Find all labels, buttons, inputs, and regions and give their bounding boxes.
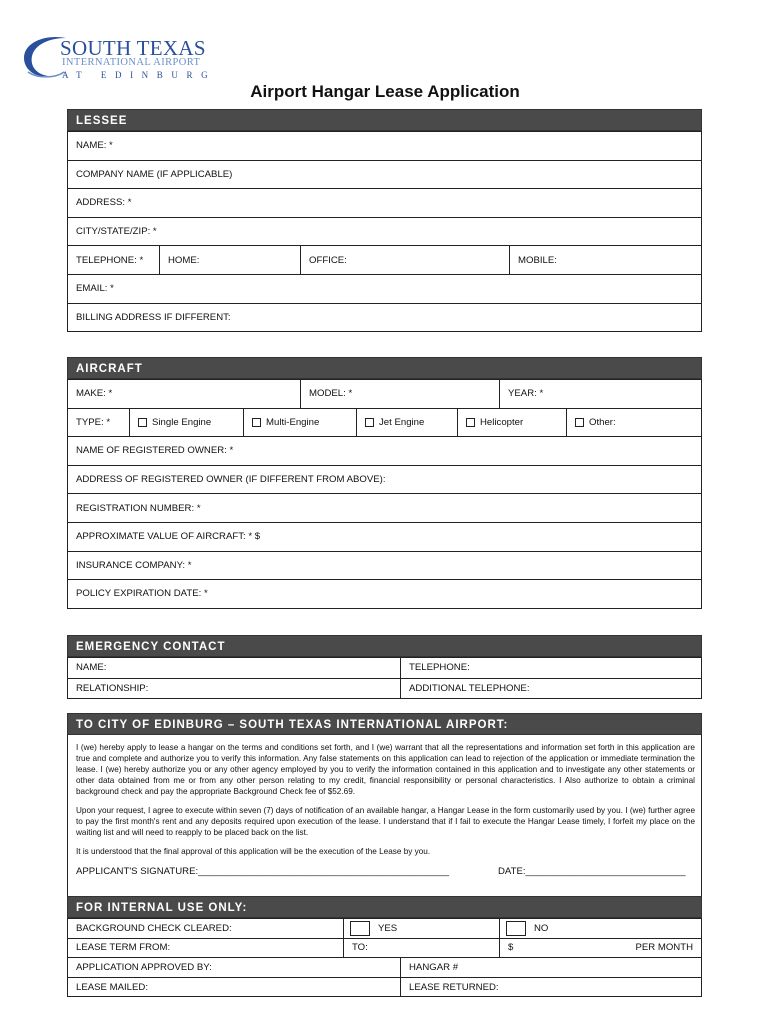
yes-option[interactable] xyxy=(344,919,500,938)
aircraft-header: AIRCRAFT xyxy=(67,357,702,379)
airport-logo xyxy=(18,32,218,82)
billing-row[interactable] xyxy=(68,304,701,333)
dollar-sign: $ xyxy=(508,942,514,954)
citystatezip-row[interactable] xyxy=(68,218,701,247)
signature-row xyxy=(76,866,686,877)
background-check-label: BACKGROUND CHECK CLEARED: xyxy=(68,919,344,938)
email-row[interactable] xyxy=(68,275,701,304)
value-field[interactable]: APPROXIMATE VALUE OF AIRCRAFT: * $ xyxy=(76,531,261,543)
lease-term-row xyxy=(68,939,701,959)
lessee-section xyxy=(67,109,702,332)
jet-engine-checkbox[interactable] xyxy=(365,418,374,427)
lease-mailed-field[interactable]: LEASE MAILED: xyxy=(68,978,401,997)
aircraft-section xyxy=(67,357,702,609)
no-option[interactable] xyxy=(500,919,701,938)
multi-engine-checkbox[interactable] xyxy=(252,418,261,427)
yes-checkbox[interactable] xyxy=(350,921,370,936)
yes-label: YES xyxy=(378,922,398,934)
page-title: Airport Hangar Lease Application xyxy=(250,82,520,101)
monthly-rent-field[interactable] xyxy=(500,939,701,958)
logo-main-text: SOUTH TEXAS xyxy=(60,36,206,60)
lease-term-from-field[interactable]: LEASE TERM FROM: xyxy=(68,939,344,958)
citystatezip-field[interactable]: CITY/STATE/ZIP: * xyxy=(76,226,157,238)
jet-engine-option[interactable] xyxy=(357,409,458,437)
owner-row[interactable] xyxy=(68,437,701,466)
city-section xyxy=(67,713,702,898)
lessee-name-field[interactable]: NAME: * xyxy=(76,140,113,152)
telephone-label: TELEPHONE: * xyxy=(68,246,160,274)
model-field[interactable]: MODEL: * xyxy=(301,380,500,408)
company-row[interactable] xyxy=(68,161,701,190)
type-row xyxy=(68,409,701,438)
lease-mailed-row xyxy=(68,978,701,998)
relationship-field[interactable]: RELATIONSHIP: xyxy=(68,679,401,699)
insurance-row[interactable] xyxy=(68,552,701,581)
signature-field[interactable]: APPLICANT'S SIGNATURE:_______________________________________________ xyxy=(76,866,449,877)
relationship-row xyxy=(68,679,701,700)
type-label: TYPE: * xyxy=(68,409,130,437)
city-header: TO CITY OF EDINBURG – SOUTH TEXAS INTERNATIONAL AIRPORT: xyxy=(67,713,702,735)
helicopter-option[interactable] xyxy=(458,409,567,437)
year-field[interactable]: YEAR: * xyxy=(508,388,544,400)
helicopter-label: Helicopter xyxy=(480,416,524,428)
terms-paragraph-1: I (we) hereby apply to lease a hangar on the terms and conditions set forth, and I (we) warrant that all the representations and information set forth in this application are true and complete and authorize you to verify this information. Any false statements on this application can lead to rejection of the application or immediate termination the lease. I (we) hereby authorize you or any other agency employed by you to verify the information contained in this application and to investigate any other statements or other data obtained from me or from any other person relating to my credit, financial responsibility or personal characteristics. I Also authorize to obtain a criminal background check and pay the appropriate Background Check fee of $52.69. xyxy=(76,743,695,796)
date-field[interactable]: DATE:______________________________ xyxy=(498,866,686,877)
logo-sub-text: INTERNATIONAL AIRPORT xyxy=(62,57,201,68)
mobile-phone-field[interactable]: MOBILE: xyxy=(518,254,557,266)
jet-engine-label: Jet Engine xyxy=(379,416,425,428)
multi-engine-label: Multi-Engine xyxy=(266,416,320,428)
address-row[interactable] xyxy=(68,189,701,218)
owner-address-row[interactable] xyxy=(68,466,701,495)
registration-row[interactable] xyxy=(68,494,701,523)
single-engine-option[interactable] xyxy=(130,409,244,437)
address-field[interactable]: ADDRESS: * xyxy=(76,197,132,209)
terms-paragraph-3: It is understood that the final approval of this application will be the execution of the Lease by you. xyxy=(76,847,431,856)
terms-text xyxy=(67,735,702,898)
no-label: NO xyxy=(534,922,549,934)
lessee-header: LESSEE xyxy=(67,109,702,131)
billing-address-field[interactable]: BILLING ADDRESS IF DIFFERENT: xyxy=(76,311,231,323)
email-field[interactable]: EMAIL: * xyxy=(76,283,114,295)
hangar-number-field[interactable]: HANGAR # xyxy=(409,961,459,973)
emergency-name-field[interactable]: NAME: xyxy=(68,658,401,678)
make-field[interactable]: MAKE: * xyxy=(68,380,301,408)
owner-field[interactable]: NAME OF REGISTERED OWNER: * xyxy=(76,445,234,457)
registration-field[interactable]: REGISTRATION NUMBER: * xyxy=(76,502,201,514)
approval-row xyxy=(68,958,701,978)
telephone-row xyxy=(68,246,701,275)
approved-by-field[interactable]: APPLICATION APPROVED BY: xyxy=(68,958,401,977)
per-month-label: PER MONTH xyxy=(635,942,693,954)
policy-row[interactable] xyxy=(68,580,701,609)
insurance-field[interactable]: INSURANCE COMPANY: * xyxy=(76,559,192,571)
lease-term-to-field[interactable]: TO: xyxy=(344,939,500,958)
terms-paragraph-2: Upon your request, I agree to execute within seven (7) days of notification of an available hangar, a Hangar Lease in the form customarily used by you. I (we) further agree to pay the first month's rent and any deposits required upon execution of the lease. I understand that if I fail to execute the Hangar Lease timely, I forfeit my place on the waiting list and will need to reapply to be placed back on the list. xyxy=(76,806,695,837)
internal-section xyxy=(67,896,702,997)
lessee-name-row[interactable] xyxy=(68,132,701,161)
emergency-header: EMERGENCY CONTACT xyxy=(67,635,702,657)
emergency-telephone-field[interactable]: TELEPHONE: xyxy=(409,662,470,674)
additional-telephone-field[interactable]: ADDITIONAL TELEPHONE: xyxy=(409,682,530,694)
single-engine-label: Single Engine xyxy=(152,416,212,428)
owner-address-field[interactable]: ADDRESS OF REGISTERED OWNER (IF DIFFERENT FROM ABOVE): xyxy=(76,474,386,486)
lease-returned-field[interactable]: LEASE RETURNED: xyxy=(409,981,499,993)
make-model-year-row xyxy=(68,380,701,409)
other-option[interactable] xyxy=(567,409,701,437)
internal-header: FOR INTERNAL USE ONLY: xyxy=(67,896,702,918)
home-phone-field[interactable]: HOME: xyxy=(160,246,301,274)
company-field[interactable]: COMPANY NAME (IF APPLICABLE) xyxy=(76,168,233,180)
other-label: Other: xyxy=(589,416,616,428)
value-row[interactable] xyxy=(68,523,701,552)
background-check-row xyxy=(68,919,701,939)
logo-city-text: AT EDINBURG xyxy=(62,70,217,80)
no-checkbox[interactable] xyxy=(506,921,526,936)
emergency-name-row xyxy=(68,658,701,679)
single-engine-checkbox[interactable] xyxy=(138,418,147,427)
office-phone-field[interactable]: OFFICE: xyxy=(301,246,510,274)
helicopter-checkbox[interactable] xyxy=(466,418,475,427)
policy-field[interactable]: POLICY EXPIRATION DATE: * xyxy=(76,588,208,600)
multi-engine-option[interactable] xyxy=(244,409,357,437)
other-checkbox[interactable] xyxy=(575,418,584,427)
emergency-section xyxy=(67,635,702,699)
